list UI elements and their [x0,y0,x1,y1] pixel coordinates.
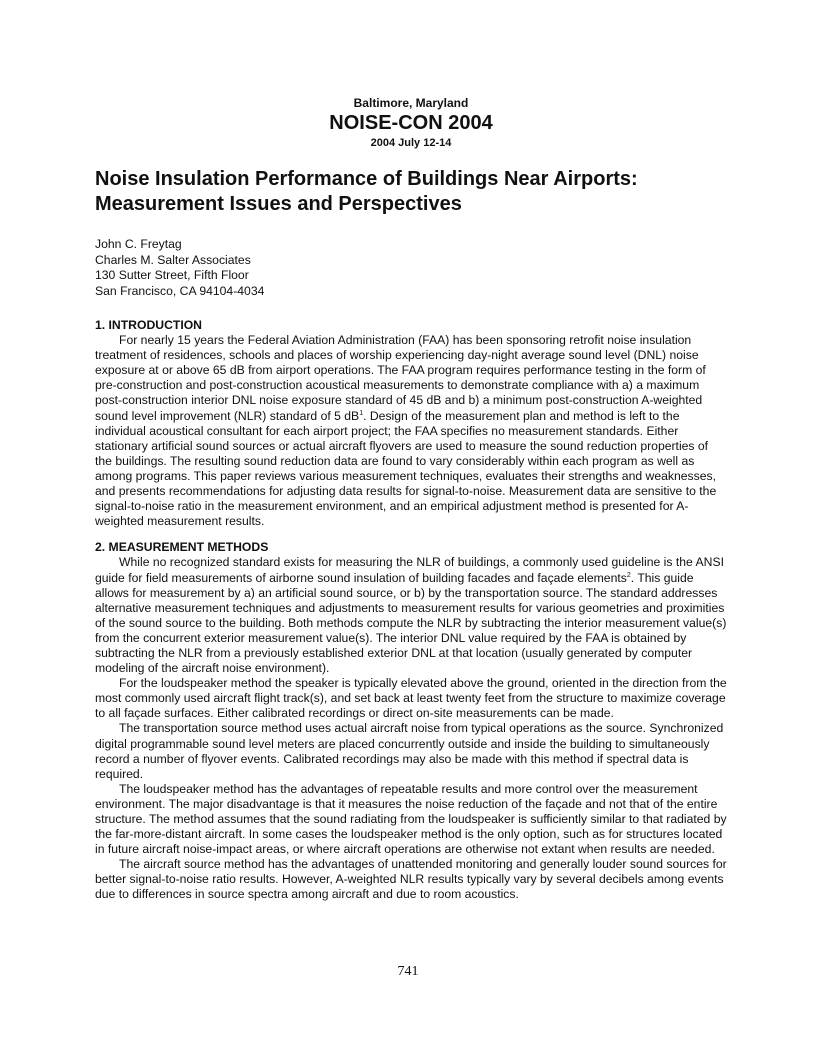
section-heading: 2. MEASUREMENT METHODS [95,540,269,555]
paragraph-text: The loudspeaker method has the advantages of repeatable results and more control over the measurement environment. The major disadvantage is that it measures the noise reduction of the façade and not that of the entire structure. The method assumes that the sound radiating from the loudspeaker is sufficiently similar to that radiated by the far-more-distant aircraft. In some cases the loudspeaker method is the only option, such as for structures located in future aircraft noise-impact areas, or where aircraft operations are otherwise not extant when results are needed. [95,781,727,857]
paragraph-text: For the loudspeaker method the speaker is typically elevated above the ground, oriented in the direction from the most commonly used aircraft flight track(s), and set back at least twenty feet from the structure to maximize coverage to all façade surfaces. Either calibrated recordings or direct on-site measurements can be made. [95,676,727,721]
paper-title-line-1: Noise Insulation Performance of Buildings Near Airports: [95,168,638,190]
body-paragraph [95,857,727,902]
page-number: 741 [397,964,419,979]
paragraph-text: The aircraft source method has the advantages of unattended monitoring and generally louder sound sources for better signal-to-noise ratio results. However, A-weighted NLR results typically vary by several decibels among events due to differences in source spectra among aircraft and due to room acoustics. [95,857,727,902]
section-heading: 1. INTRODUCTION [95,318,202,332]
paper-body [95,318,727,903]
author-name: John C. Freytag [95,237,182,251]
section-gap [95,529,727,540]
author-organization: Charles M. Salter Associates [95,252,251,267]
body-paragraph [95,721,727,781]
conference-dates: 2004 July 12-14 [370,137,452,149]
reference-superscript: 2 [626,571,631,579]
paper-title-line-2: Measurement Issues and Perspectives [95,193,462,215]
conference-name: NOISE-CON 2004 [329,112,493,134]
paragraph-text: . This guide allows for measurement by a) an artificial sound source, or b) by the transportation source. The standard addresses alternative measurement techniques and adjustments to measurement results for various geometries and proximities of the sound source to the building. Both methods compute the NLR by subtracting the interior measurement value(s) from the concurrent exterior measurement value(s). The interior DNL value required by the FAA is obtained by subtracting the NLR from a previously established exterior DNL at that location (usually generated by computer modeling of the aircraft noise environment). [95,570,727,676]
author-city: San Francisco, CA 94104-4034 [95,283,265,298]
reference-superscript: 1 [359,409,364,417]
author-street: 130 Sutter Street, Fifth Floor [95,268,249,282]
paragraph-text: . Design of the measurement plan and method is left to the individual acoustical consultant for each airport project; the FAA specifies no measurement standards. Either stationary artificial sound sources or actual aircraft flyovers are used to measure the sound reduction properties of the buildings. The resulting sound reduction data are found to vary considerably within each program as well as among programs. This paper reviews various measurement techniques, evaluates their strengths and weaknesses, and presents recommendations for adjusting data results for signal-to-noise. Measurement data are sensitive to the signal-to-noise ratio in the measurement environment, and an empirical adjustment method is presented for A-weighted measurement results. [95,408,717,529]
paragraph-text: While no recognized standard exists for measuring the NLR of buildings, a commonly used guideline is the ANSI guide for field measurements of airborne sound insulation of building facades and façade elements [95,555,724,585]
author-block [95,237,264,299]
conference-location: Baltimore, Maryland [353,96,469,110]
paragraph-text: The transportation source method uses actual aircraft noise from typical operations as the source. Synchronized digital programmable sound level meters are placed concurrently outside and inside the building to simultaneously record a number of flyover events. Calibrated recordings may also be made with this method if spectral data is required. [95,721,724,781]
body-paragraph [95,676,727,721]
body-paragraph [95,555,727,676]
paper-title [95,167,638,217]
body-paragraph [95,333,727,529]
paragraph-text: For nearly 15 years the Federal Aviation Administration (FAA) has been sponsoring retrofit noise insulation treatment of residences, schools and places of worship experiencing day-night average sound level (DNL) noise exposure at or above 65 dB from airport operations. The FAA program requires performance testing in the form of pre-construction and post-construction acoustical measurements to demonstrate compliance with a) a maximum post-construction interior DNL noise exposure standard of 45 dB and b) a minimum post-construction A-weighted sound level improvement (NLR) standard of 5 dB [95,333,706,423]
body-paragraph [95,782,727,857]
